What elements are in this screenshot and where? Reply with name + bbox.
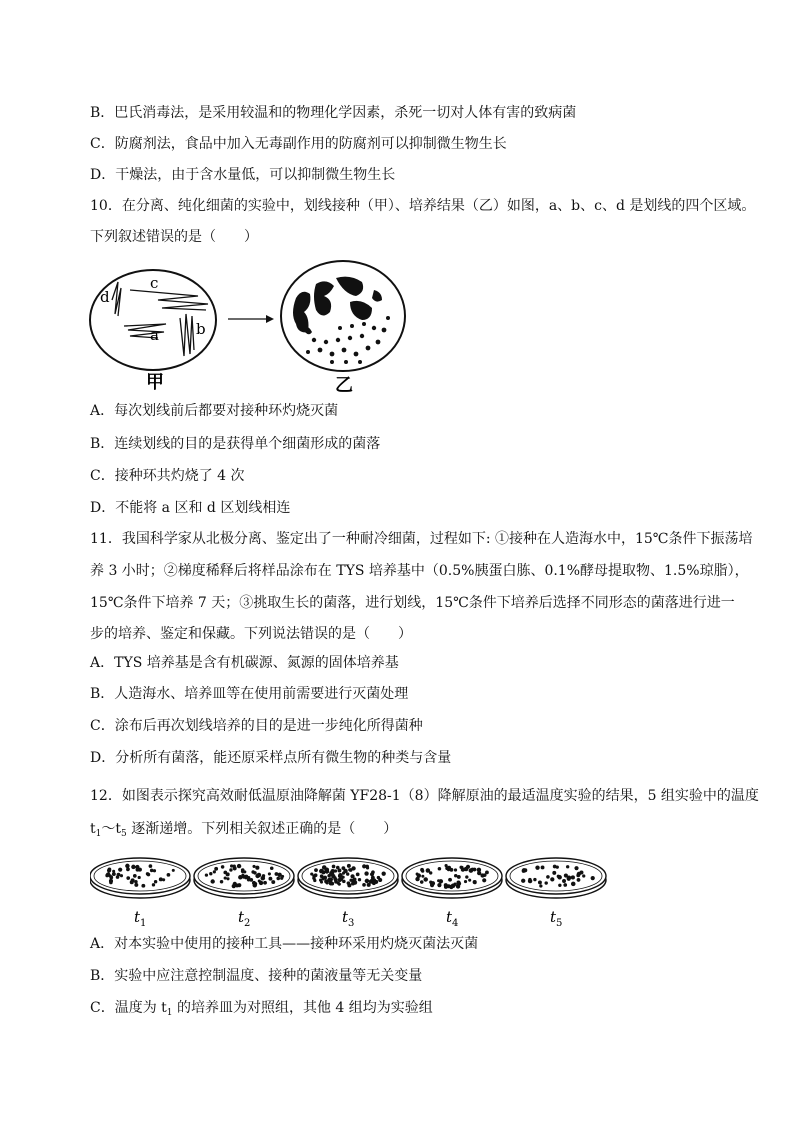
- culture-plate-3: [298, 858, 398, 929]
- colony-dot: [241, 870, 244, 873]
- colony-dot: [453, 883, 456, 886]
- colony-dot: [332, 865, 336, 869]
- fig-label-yi: 乙: [335, 375, 353, 396]
- plate-label-1: $t_1$: [134, 908, 147, 929]
- colony-dot: [276, 877, 280, 881]
- streak-c: [130, 290, 208, 310]
- colony-dot: [471, 868, 474, 871]
- colony-dot: [552, 871, 556, 875]
- colony-dot: [154, 880, 157, 883]
- colony-dot: [149, 864, 153, 868]
- colony-dot: [430, 883, 434, 887]
- colony-dot: [118, 868, 122, 872]
- fig-label-jia: 甲: [146, 372, 164, 393]
- colony-dot: [141, 884, 145, 888]
- colony-dot: [150, 869, 154, 873]
- colony-dot: [329, 879, 333, 883]
- plate-label-sub-4: 4: [452, 918, 459, 929]
- colony-dot: [152, 883, 155, 886]
- colony-dot: [229, 868, 232, 871]
- colony-dot: [134, 883, 138, 887]
- arrow-head-icon: [266, 315, 274, 323]
- colony-dot: [205, 873, 208, 876]
- single-colonies: [306, 316, 390, 364]
- colony-dot: [550, 877, 554, 881]
- q11-option-d: D．分析所有菌落，能还原采样点所有微生物的种类与含量: [90, 750, 452, 766]
- culture-plate-1: [90, 858, 190, 929]
- plate-label-3: $t_3$: [342, 908, 355, 929]
- colony-dot: [533, 878, 536, 881]
- colony-dot: [444, 885, 448, 889]
- zone-d-label: d: [100, 288, 110, 306]
- colony-dot: [557, 875, 561, 879]
- colony-dot: [438, 867, 442, 871]
- colony-dot: [271, 880, 275, 884]
- colony-dot: [437, 883, 441, 887]
- colony-dot: [338, 883, 341, 886]
- colony-dot: [126, 868, 129, 871]
- colony-dot: [258, 879, 261, 882]
- colony-dot: [371, 870, 375, 874]
- colony-dot: [362, 883, 366, 887]
- colony-dot: [571, 875, 575, 879]
- colony-dot: [333, 876, 337, 880]
- colony-dot: [320, 874, 324, 878]
- colony-dot: [473, 881, 476, 884]
- colony-dot: [337, 869, 341, 873]
- q10-stem-line1: 10．在分离、纯化细菌的实验中，划线接种（甲）、培养结果（乙）如图，a、b、c、d 是划线的四个区域。: [90, 198, 756, 214]
- colony-dot: [356, 872, 360, 876]
- plate-label-4: $t_4$: [446, 908, 459, 929]
- colony-dot: [541, 866, 545, 870]
- colony-dot: [105, 874, 109, 878]
- colony-dot: [214, 867, 218, 871]
- q11-option-c: C．涂布后再次划线培养的目的是进一步纯化所得菌种: [90, 718, 423, 734]
- colony-dot: [477, 868, 482, 873]
- colony-dot: [172, 869, 175, 872]
- colony-dot: [482, 878, 486, 882]
- colony-dot: [364, 871, 368, 875]
- colony-dot: [310, 872, 313, 875]
- plate-label-sub-2: 2: [244, 918, 251, 929]
- streak-a: [124, 324, 166, 338]
- colony-dot: [314, 868, 318, 872]
- colony-dot: [365, 879, 370, 884]
- colony-dot: [417, 873, 421, 877]
- colony-dot: [159, 877, 163, 881]
- colony-dot: [468, 879, 471, 882]
- colony-dot: [230, 864, 233, 867]
- colony-dot: [539, 884, 542, 887]
- q10-stem-line2: 下列叙述错误的是（ ）: [90, 229, 258, 245]
- colony-dot: [562, 879, 566, 883]
- option-c-top: C．防腐剂法，食品中加入无毒副作用的防腐剂可以抑制微生物生长: [90, 136, 507, 152]
- q11-stem-line4: 步的培养、鉴定和保藏。下列说法错误的是（ ）: [90, 626, 412, 642]
- colony-dot: [126, 876, 130, 880]
- colony-dot: [535, 865, 539, 869]
- colony-dot: [112, 870, 115, 873]
- colony-dot: [138, 876, 141, 879]
- colony-dot: [351, 866, 355, 870]
- colony-dot: [268, 877, 272, 881]
- q10-option-d: D．不能将 a 区和 d 区划线相连: [90, 500, 291, 516]
- colony-dot: [377, 876, 380, 879]
- colony-dot: [120, 874, 123, 877]
- q11-stem-line1: 11．我国科学家从北极分离、鉴定出了一种耐冷细菌，过程如下: ①接种在人造海水中，15℃条件下振荡培: [90, 531, 753, 547]
- colony-dot: [263, 881, 267, 885]
- colony-dot: [457, 875, 461, 879]
- colony-dot: [253, 871, 256, 874]
- q12-option-b: B．实验中应注意控制温度、接种的菌液量等无关变量: [90, 968, 423, 984]
- colony-dot: [382, 872, 386, 876]
- colony-dot: [454, 868, 457, 871]
- colony-dot: [321, 870, 325, 874]
- q12-option-a: A．对本实验中使用的接种工具——接种环采用灼烧灭菌法灭菌: [90, 936, 479, 952]
- colony-dot: [465, 875, 468, 878]
- colony-dot: [134, 880, 138, 884]
- colony-dot: [582, 874, 585, 877]
- colony-dot: [107, 868, 111, 872]
- colony-dot: [523, 868, 527, 872]
- colony-dot: [457, 881, 461, 885]
- q12-stem2-mid: ～t: [101, 821, 122, 837]
- colony-dot: [362, 864, 366, 868]
- colony-dot: [566, 865, 569, 868]
- colony-dot: [220, 880, 223, 883]
- zone-a-label: a: [150, 326, 159, 344]
- q10-option-c: C．接种环共灼烧了 4 次: [90, 468, 245, 484]
- plate-label-sub-5: 5: [556, 918, 563, 929]
- colony-dot: [558, 884, 561, 887]
- colony-dot: [331, 869, 335, 873]
- colony-dot: [461, 868, 465, 872]
- colony-dot: [242, 875, 246, 879]
- plate-label-sub-3: 3: [348, 918, 355, 929]
- option-d-top: D．干燥法，由于含水量低，可以抑制微生物生长: [90, 167, 396, 183]
- colony-dot: [421, 875, 424, 878]
- colony-dot: [420, 880, 424, 884]
- q12-option-c-post: 的培养皿为对照组，其他 4 组均为实验组: [172, 1000, 433, 1016]
- colony-dot: [252, 865, 255, 868]
- plate-label-5: $t_5$: [550, 908, 563, 929]
- colony-dot: [131, 865, 135, 869]
- plate-label-sub-1: 1: [140, 918, 147, 929]
- colony-dot: [574, 866, 578, 870]
- colony-dot: [567, 875, 571, 879]
- colony-dot: [249, 878, 253, 882]
- colony-dot: [257, 873, 262, 878]
- colony-dot: [268, 872, 271, 875]
- colony-dot: [116, 875, 120, 879]
- colony-dot: [353, 878, 357, 882]
- colony-dot: [133, 874, 137, 878]
- colony-dot: [423, 877, 428, 882]
- q10-option-a: A．每次划线前后都要对接种环灼烧灭菌: [90, 403, 339, 419]
- colony-dot: [349, 879, 352, 882]
- colony-dot: [445, 864, 448, 867]
- colony-dot: [255, 866, 259, 870]
- colony-dot: [320, 881, 323, 884]
- colony-dot: [464, 880, 467, 883]
- colony-dot: [347, 881, 351, 885]
- colony-dot: [277, 873, 281, 877]
- colony-dot: [358, 878, 361, 881]
- colony-dot: [135, 865, 139, 869]
- colony-dot: [312, 876, 316, 880]
- q12-option-c-pre: C．温度为 t: [90, 1000, 167, 1016]
- colony-dot: [546, 875, 550, 879]
- colony-dot: [226, 872, 230, 876]
- colony-dot: [226, 877, 229, 880]
- q12-option-c-sub: 1: [166, 1008, 173, 1018]
- colony-dot: [579, 870, 583, 874]
- colony-dot: [109, 874, 112, 877]
- colony-dot: [538, 880, 542, 884]
- zone-c-label: c: [150, 274, 159, 292]
- colony-dot: [209, 872, 212, 875]
- colony-dot: [340, 877, 343, 880]
- q11-stem-line2: 养 3 小时；②梯度稀释后将样品涂布在 TYS 培养基中（0.5%胰蛋白胨、0.1%酵母提取物、1.5%琼脂），: [90, 563, 749, 579]
- colony-dot: [563, 883, 567, 887]
- q11-option-a: A．TYS 培养基是含有机碳源、氮源的固体培养基: [90, 655, 399, 671]
- colony-dot: [420, 868, 424, 872]
- culture-plate-2: [194, 858, 294, 929]
- colony-dot: [591, 876, 595, 880]
- q12-stem-line1: 12．如图表示探究高效耐低温原油降解菌 YF28-1（8）降解原油的最适温度实验的结果，5 组实验中的温度: [90, 788, 759, 804]
- colony-dot: [221, 865, 225, 869]
- q12-stem2-sub2: 5: [121, 829, 127, 839]
- colony-dot: [213, 870, 216, 873]
- colony-dot: [224, 876, 227, 879]
- colony-dot: [483, 873, 487, 877]
- culture-plate-4: [402, 858, 502, 929]
- culture-plate-5: [506, 858, 606, 929]
- colony-dot: [232, 884, 236, 888]
- colony-dot: [167, 873, 171, 877]
- colony-dot: [366, 866, 369, 869]
- q10-option-b: B．连续划线的目的是获得单个细菌形成的菌落: [90, 436, 381, 452]
- colony-dot: [577, 878, 581, 882]
- colony-dot: [252, 881, 256, 885]
- colony-dot: [347, 864, 351, 868]
- colony-dot: [280, 877, 283, 880]
- q12-stem2-post: 逐渐递增。下列相关叙述正确的是（ ）: [126, 821, 398, 837]
- q11-stem-line3: 15℃条件下培养 7 天；③挑取生长的菌落，进行划线，15℃条件下培养后选择不同形态的菌落进行进一: [90, 595, 735, 611]
- q12-plates-figure: [90, 850, 610, 930]
- colony-dot: [261, 876, 266, 881]
- colony-dot: [338, 873, 343, 878]
- colony-dot: [147, 873, 151, 877]
- colony-dot: [369, 880, 373, 884]
- colony-growth: [293, 277, 382, 335]
- q12-option-c: [90, 998, 433, 1023]
- streak-d: [112, 282, 121, 316]
- colony-dot: [426, 868, 431, 873]
- colony-dot: [528, 878, 531, 881]
- colony-dot: [131, 878, 135, 882]
- colony-dot: [439, 879, 443, 883]
- colony-dot: [270, 867, 274, 871]
- zone-b-label: b: [196, 320, 206, 338]
- q12-stem2-sub1: 1: [95, 829, 102, 839]
- q10-figure: [88, 258, 418, 398]
- option-b-top: B．巴氏消毒法，是采用较温和的物理化学因素，杀死一切对人体有害的致病菌: [90, 105, 577, 121]
- q12-stem2-pre: t: [90, 821, 96, 837]
- plate-label-2: $t_2$: [238, 908, 251, 929]
- streak-b: [180, 314, 194, 356]
- colony-dot: [211, 879, 215, 883]
- colony-dot: [343, 869, 348, 874]
- colony-dot: [571, 882, 576, 887]
- colony-dot: [521, 879, 525, 883]
- colony-dot: [109, 879, 113, 883]
- colony-dot: [553, 865, 557, 869]
- q12-stem-line2: [90, 819, 397, 844]
- colony-dot: [237, 864, 241, 868]
- colony-dot: [544, 881, 547, 884]
- q11-option-b: B．人造海水、培养皿等在使用前需要进行灭菌处理: [90, 686, 409, 702]
- colony-dot: [448, 878, 452, 882]
- colony-dot: [322, 865, 327, 870]
- colony-dot: [351, 882, 355, 886]
- colony-dot: [447, 866, 451, 870]
